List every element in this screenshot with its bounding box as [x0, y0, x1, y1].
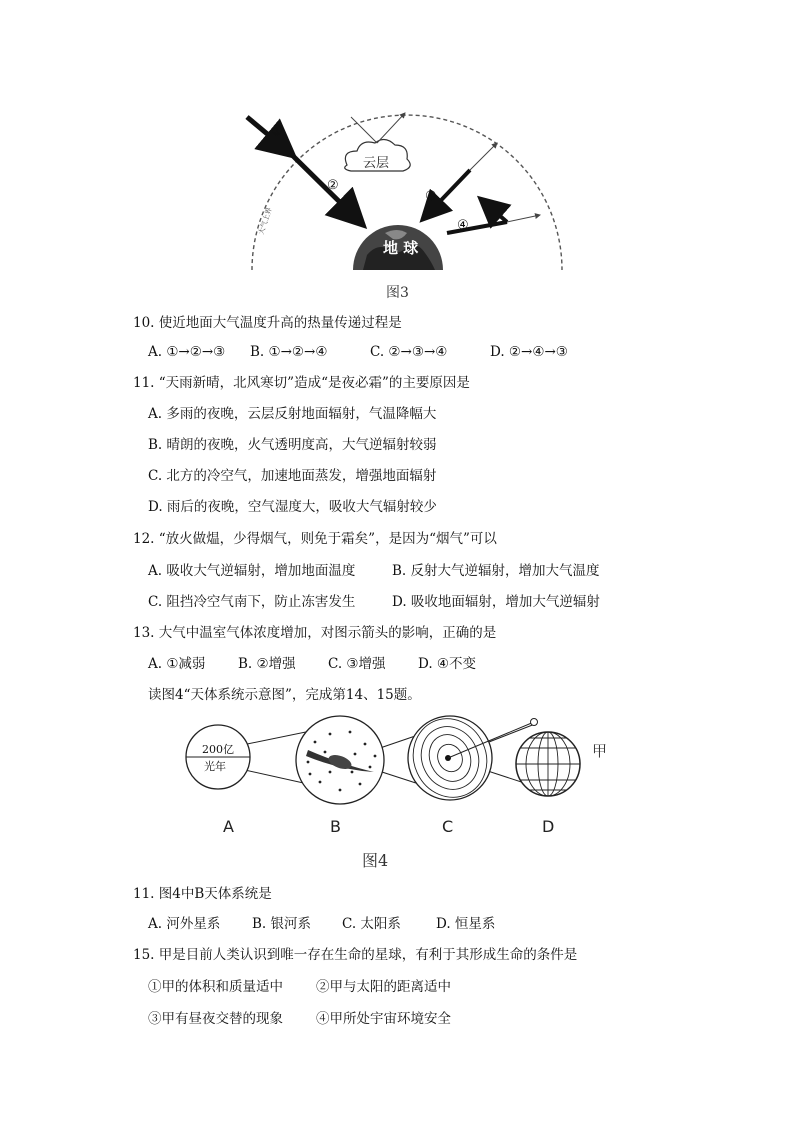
q14-option-a: A. 河外星系	[148, 916, 221, 932]
q11-stem: 11. “天雨新晴，北风寒切”造成“是夜必霜”的主要原因是	[133, 375, 470, 391]
cloud-label: 云层	[363, 156, 390, 171]
q15-condition-3: ③甲有昼夜交替的现象	[148, 1011, 283, 1027]
q14-options	[148, 914, 495, 934]
q10-option-a: A. ①→②→③	[148, 344, 226, 360]
q13-stem: 13. 大气中温室气体浓度增加，对图示箭头的影响，正确的是	[133, 625, 497, 641]
circle-a-text-2: 光年	[204, 760, 226, 773]
q12-options-row1	[148, 561, 600, 581]
q13-option-a: A. ①减弱	[148, 656, 206, 672]
q10-option-b: B. ①→②→④	[250, 344, 328, 360]
q14-option-c: C. 太阳系	[342, 916, 401, 932]
label-c: C	[442, 817, 454, 836]
q15-condition-2: ②甲与太阳的距离适中	[316, 979, 451, 995]
q13-option-d: D. ④不变	[418, 656, 477, 672]
q15-stem: 15. 甲是目前人类认识到唯一存在生命的星球，有利于其形成生命的条件是	[133, 947, 578, 963]
atmosphere-label: 大气上界	[257, 206, 274, 236]
arrow-3-label: ③	[425, 189, 437, 204]
q10-options	[148, 342, 568, 362]
q13-option-b: B. ②增强	[238, 656, 296, 672]
q15-conditions-row1	[148, 977, 451, 997]
jia-label: 甲	[592, 742, 608, 760]
label-a: A	[223, 817, 234, 836]
q14-option-d: D. 恒星系	[436, 916, 496, 932]
q12-options-row2	[148, 592, 600, 612]
q11-option-c: C. 北方的冷空气，加速地面蒸发，增强地面辐射	[148, 468, 437, 484]
arrow-1	[247, 117, 290, 153]
label-b: B	[330, 817, 341, 836]
q11-option-a: A. 多雨的夜晚，云层反射地面辐射，气温降幅大	[148, 406, 437, 422]
earth-label: 地 球	[383, 239, 419, 257]
q12-option-d: D. 吸收地面辐射，增加大气逆辐射	[392, 594, 600, 610]
arrow-2-label: ②	[327, 178, 339, 193]
figure-4-caption: 图4	[362, 851, 389, 870]
arrow-1-label: ①	[271, 124, 283, 139]
figure-4-diagram	[180, 712, 620, 847]
circle-a-text-1: 200亿	[202, 743, 234, 756]
arrow-4	[447, 222, 507, 233]
arrow-4-label: ④	[457, 218, 469, 233]
q14-stem: 11. 图4中B天体系统是	[133, 886, 272, 902]
q15-condition-4: ④甲所处宇宙环境安全	[316, 1011, 451, 1027]
q15-condition-1: ①甲的体积和质量适中	[148, 979, 283, 995]
q12-option-c: C. 阻挡冷空气南下，防止冻害发生	[148, 594, 356, 610]
figure-3-caption: 图3	[386, 285, 409, 301]
q12-stem: 12. “放火做煴，少得烟气，则免于霜矣”，是因为“烟气”可以	[133, 531, 497, 547]
q11-option-b: B. 晴朗的夜晚，火气透明度高，大气逆辐射较弱	[148, 437, 437, 453]
figure-3-diagram	[235, 105, 565, 275]
q10-stem: 10. 使近地面大气温度升高的热量传递过程是	[133, 315, 402, 331]
q11-option-d: D. 雨后的夜晚，空气湿度大，吸收大气辐射较少	[148, 499, 437, 515]
q14-option-b: B. 银河系	[252, 916, 312, 932]
q12-option-a: A. 吸收大气逆辐射，增加地面温度	[148, 563, 356, 579]
q15-conditions-row2	[148, 1009, 451, 1029]
q10-option-c: C. ②→③→④	[370, 344, 448, 360]
q10-option-d: D. ②→④→③	[490, 344, 568, 360]
q12-option-b: B. 反射大气逆辐射，增加大气温度	[392, 563, 600, 579]
label-d: D	[542, 817, 555, 836]
figure-4-intro: 读图4“天体系统示意图”，完成第14、15题。	[148, 687, 421, 703]
q13-option-c: C. ③增强	[328, 656, 386, 672]
q13-options	[148, 654, 476, 674]
